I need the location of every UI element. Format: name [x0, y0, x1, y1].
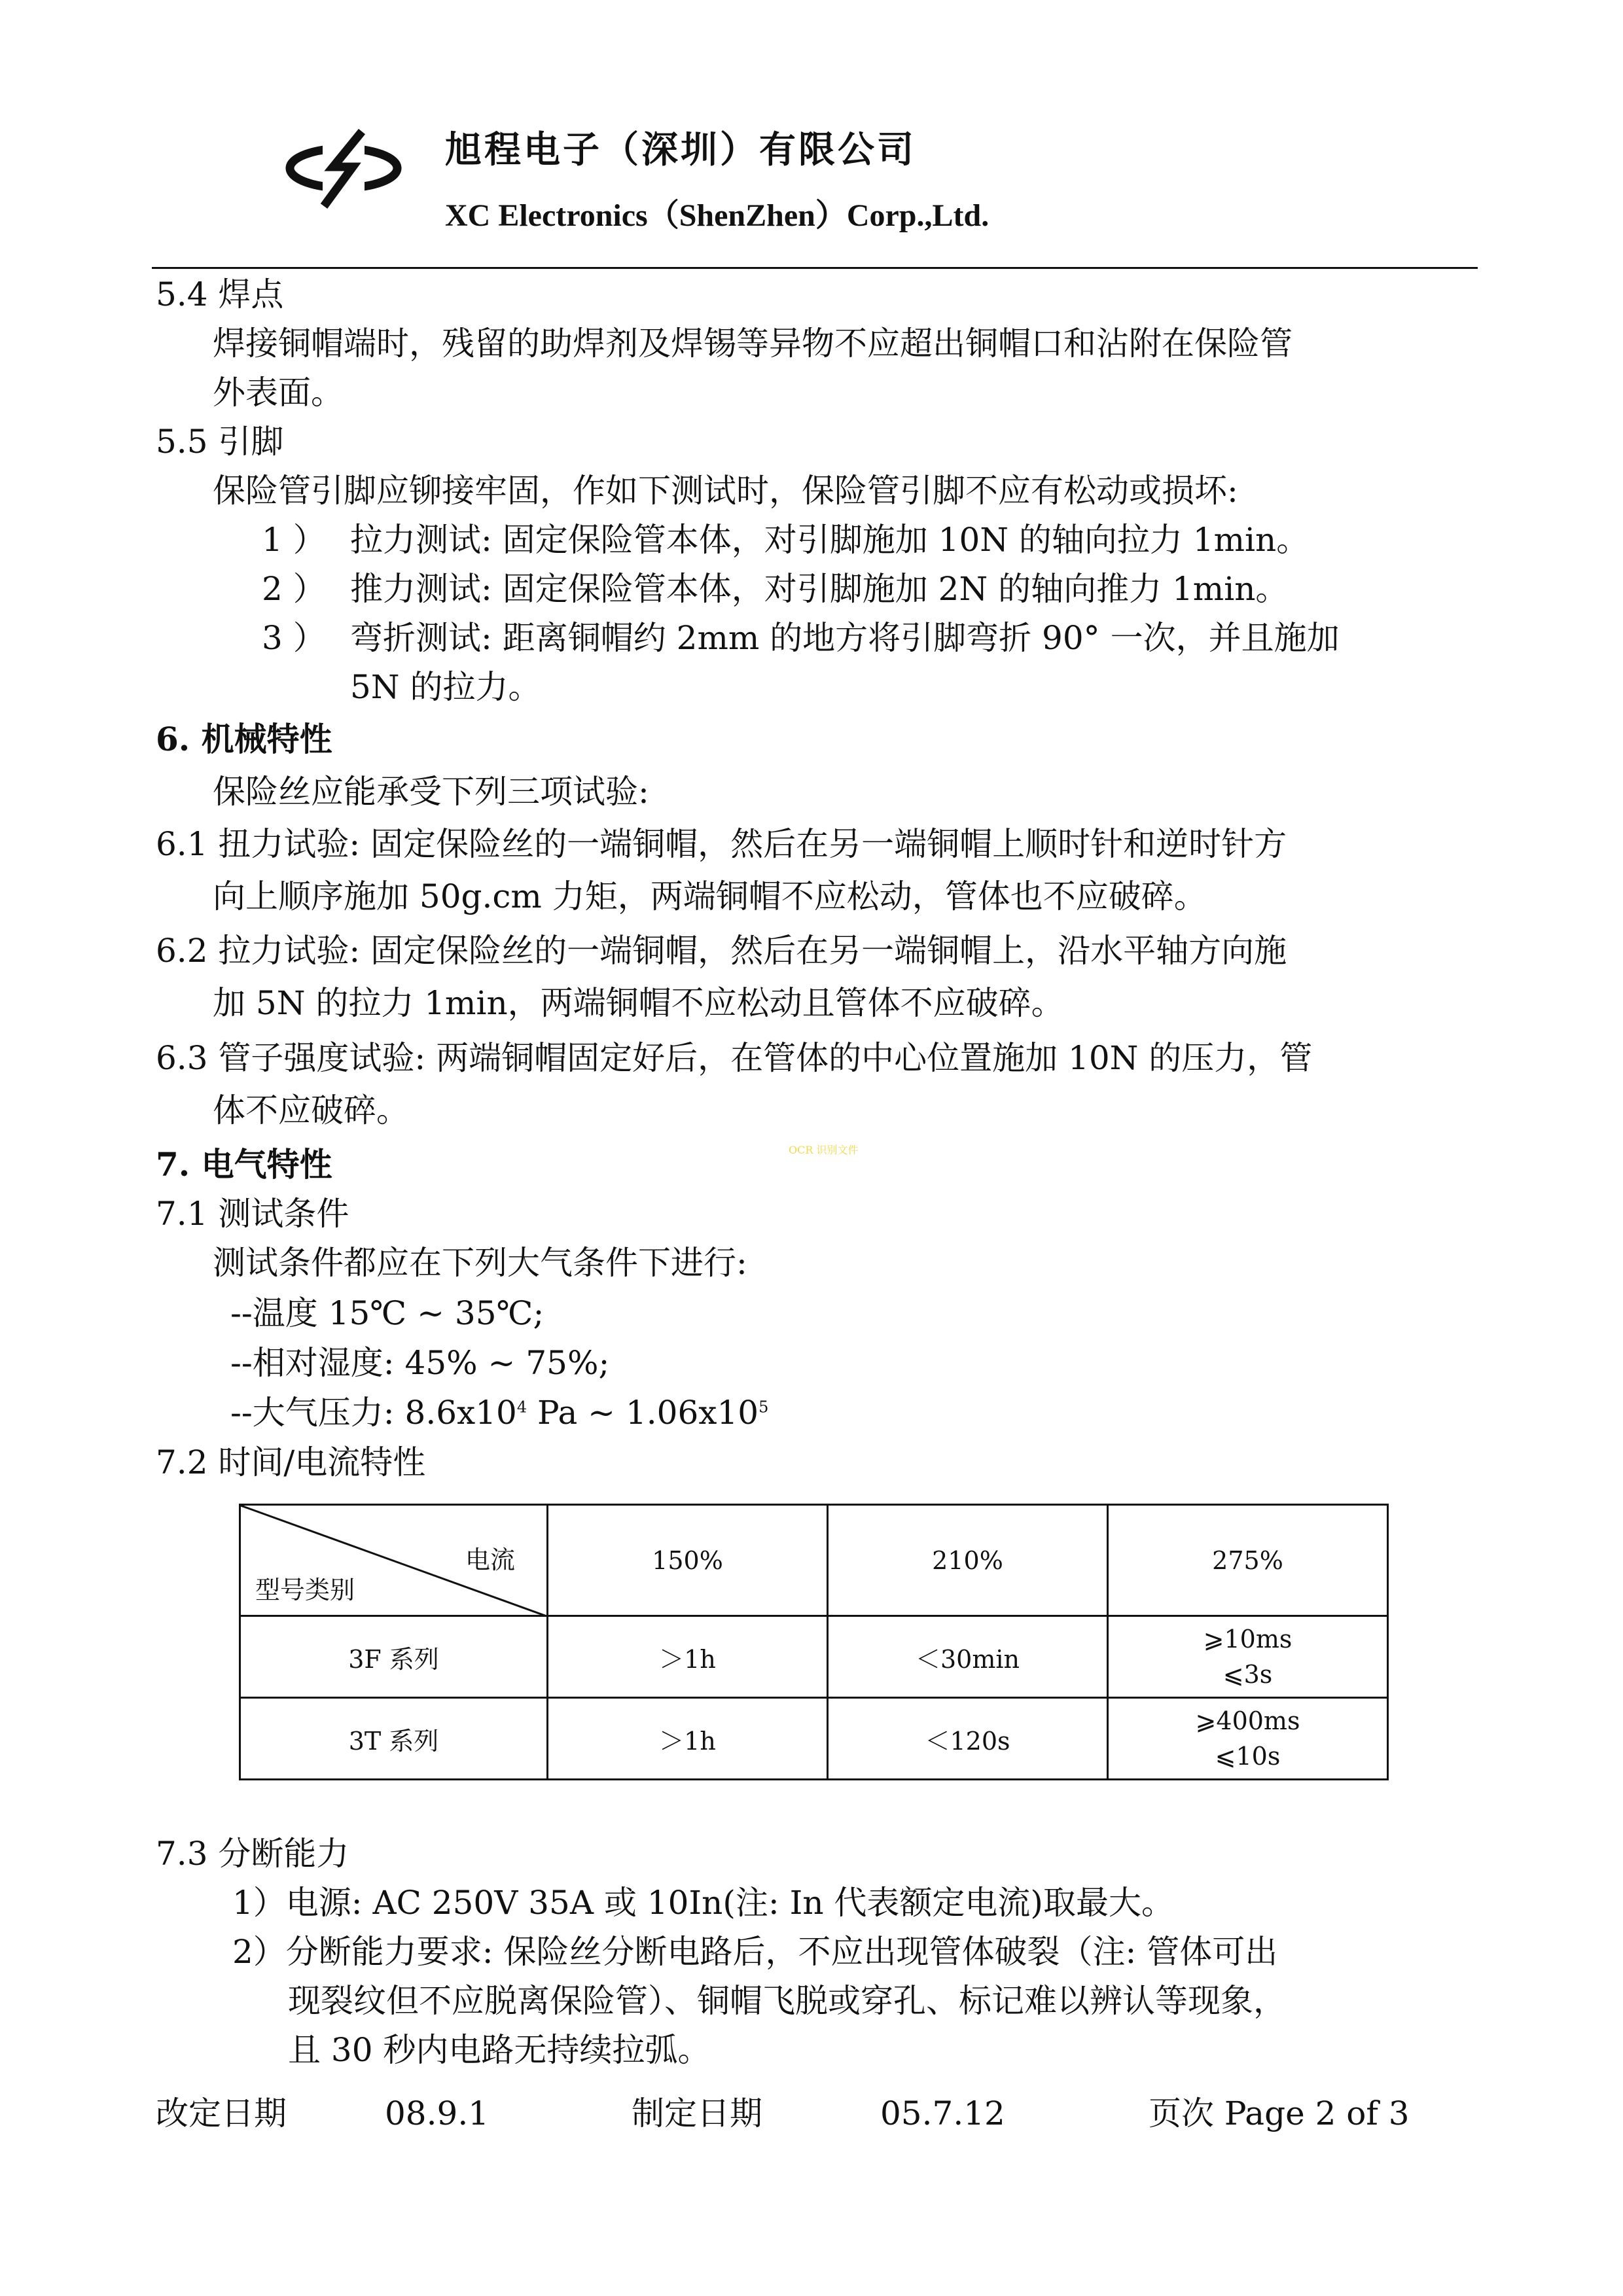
list-item-continuation: 5N 的拉力。	[350, 668, 541, 706]
section-7-1-intro: 测试条件都应在下列大气条件下进行:	[213, 1244, 747, 1282]
made-date-label: 制定日期	[632, 2094, 762, 2132]
section-7-3-item: 2）分断能力要求: 保险丝分断电路后，不应出现管体破裂（注: 管体可出	[232, 1933, 1278, 1971]
table-cell: ＜30min	[828, 1616, 1108, 1698]
xc-logo-icon	[285, 128, 402, 209]
made-date: 05.7.12	[880, 2094, 1005, 2132]
column-header: 150%	[548, 1505, 828, 1616]
section-7-3-item-continuation: 现裂纹但不应脱离保险管）、铜帽飞脱或穿孔、标记难以辨认等现象，	[288, 1982, 1286, 2020]
condition-humidity: --相对湿度: 45% ~ 75%;	[230, 1344, 610, 1382]
section-7-1-title: 7.1 测试条件	[156, 1195, 349, 1233]
company-name-english: XC Electronics（ShenZhen）Corp.,Ltd.	[445, 198, 990, 233]
section-7-title: 7. 电气特性	[156, 1145, 332, 1184]
table-cell: ＞1h	[548, 1698, 828, 1780]
section-6-2-text: 加 5N 的拉力 1min，两端铜帽不应松动且管体不应破碎。	[213, 984, 1064, 1022]
table-corner-cell	[240, 1505, 548, 1616]
time-current-table	[239, 1504, 1389, 1780]
condition-temperature: --温度 15℃ ~ 35℃;	[230, 1294, 544, 1332]
table-cell: ⩾10ms ⩽3s	[1108, 1616, 1388, 1698]
section-5-4-text: 外表面。	[213, 374, 344, 412]
column-header: 275%	[1108, 1505, 1388, 1616]
table-cell: ＞1h	[548, 1616, 828, 1698]
list-item: 拉力测试: 固定保险管本体，对引脚施加 10N 的轴向拉力 1min。	[350, 521, 1310, 559]
section-6-3-text: 6.3 管子强度试验: 两端铜帽固定好后，在管体的中心位置施加 10N 的压力，管	[156, 1039, 1313, 1077]
section-6-3-text: 体不应破碎。	[213, 1091, 409, 1129]
section-5-4-text: 焊接铜帽端时，残留的助焊剂及焊锡等异物不应超出铜帽口和沾附在保险管	[213, 325, 1293, 362]
table-row	[240, 1616, 1388, 1698]
section-7-3-title: 7.3 分断能力	[156, 1835, 349, 1873]
section-6-intro: 保险丝应能承受下列三项试验:	[213, 773, 649, 811]
column-header: 210%	[828, 1505, 1108, 1616]
company-name-chinese: 旭程电子（深圳）有限公司	[445, 128, 916, 171]
corner-current-label: 电流	[465, 1545, 515, 1574]
list-item-number: 2 ）	[262, 570, 326, 608]
table-cell: ⩾400ms ⩽10s	[1108, 1698, 1388, 1780]
section-7-3-item-continuation: 且 30 秒内电路无持续拉弧。	[288, 2031, 711, 2069]
section-5-4-title: 5.4 焊点	[156, 275, 284, 313]
section-6-1-text: 向上顺序施加 50g.cm 力矩，两端铜帽不应松动，管体也不应破碎。	[213, 877, 1207, 915]
table-cell: 3F 系列	[240, 1616, 548, 1698]
revised-date-label: 改定日期	[156, 2094, 287, 2132]
section-5-5-title: 5.5 引脚	[156, 423, 284, 461]
section-7-2-title: 7.2 时间/电流特性	[156, 1443, 426, 1481]
revised-date: 08.9.1	[385, 2094, 490, 2132]
table-cell: 3T 系列	[240, 1698, 548, 1780]
header-divider	[152, 267, 1478, 269]
section-6-1-text: 6.1 扭力试验: 固定保险丝的一端铜帽，然后在另一端铜帽上顺时针和逆时针方	[156, 825, 1287, 863]
list-item-number: 1 ）	[262, 521, 326, 559]
list-item: 弯折测试: 距离铜帽约 2mm 的地方将引脚弯折 90° 一次，并且施加	[350, 619, 1340, 657]
list-item: 推力测试: 固定保险管本体，对引脚施加 2N 的轴向推力 1min。	[350, 570, 1289, 608]
section-6-title: 6. 机械特性	[156, 720, 332, 758]
table-header-row	[240, 1505, 1388, 1616]
section-6-2-text: 6.2 拉力试验: 固定保险丝的一端铜帽，然后在另一端铜帽上，沿水平轴方向施	[156, 932, 1287, 970]
list-item-number: 3 ）	[262, 619, 326, 657]
table-row	[240, 1698, 1388, 1780]
corner-model-label: 型号类别	[255, 1576, 355, 1604]
condition-pressure: --大气压力: $8.6x10^4$ Pa ~ $1.06x10^5$	[230, 1394, 769, 1432]
table-cell: ＜120s	[828, 1698, 1108, 1780]
section-5-5-intro: 保险管引脚应铆接牢固，作如下测试时，保险管引脚不应有松动或损坏:	[213, 472, 1238, 510]
page-number: 页次 Page 2 of 3	[1149, 2094, 1410, 2132]
watermark: OCR 识别文件	[789, 1144, 859, 1156]
section-7-3-item: 1）电源: AC 250V 35A 或 10In(注: In 代表额定电流)取最大。	[232, 1884, 1174, 1922]
